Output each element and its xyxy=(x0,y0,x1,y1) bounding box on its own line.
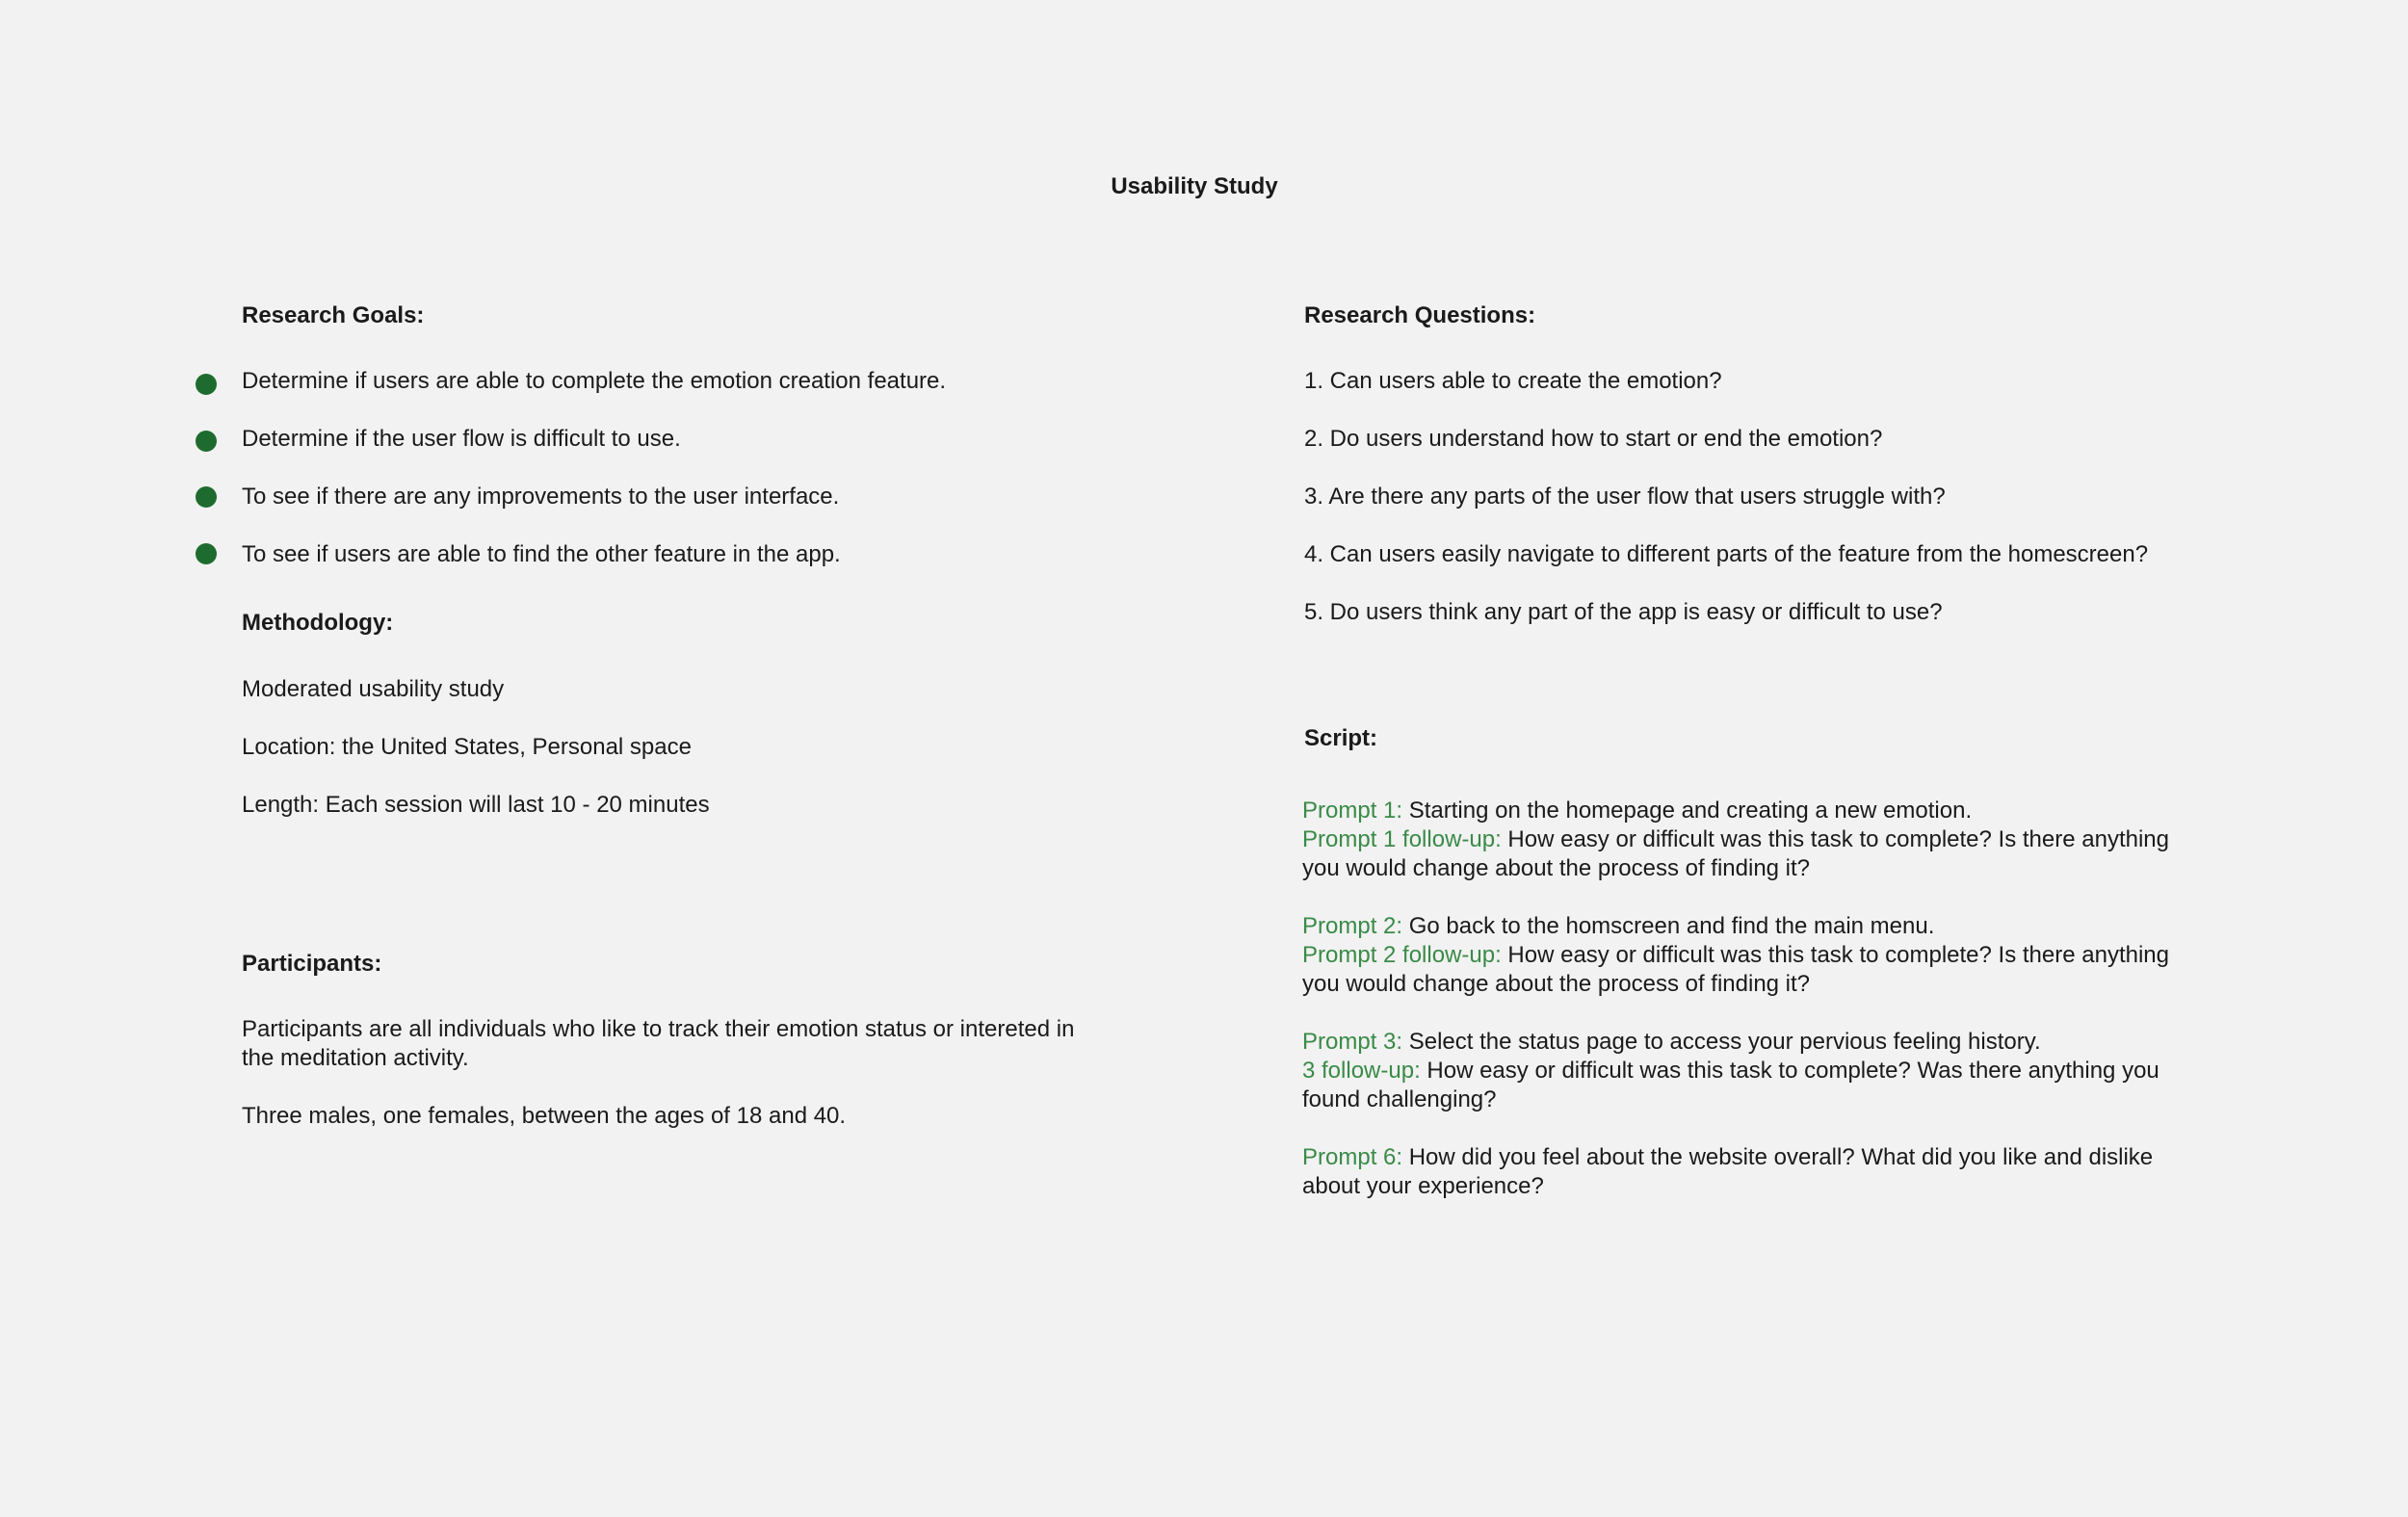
prompt-text: Starting on the homepage and creating a new emotion. xyxy=(1402,798,1973,824)
script-line xyxy=(1302,912,2198,941)
question-item: 1. Can users able to create the emotion? xyxy=(1304,368,1722,394)
question-item: 5. Do users think any part of the app is easy or difficult to use? xyxy=(1304,599,1943,625)
methodology-line: Moderated usability study xyxy=(242,676,505,702)
script-heading: Script: xyxy=(1304,725,1378,751)
prompt-text: How easy or difficult was this task to complete? Was there anything you found challenging? xyxy=(1302,1058,2159,1112)
script-line xyxy=(1302,825,2198,883)
script-line xyxy=(1302,1143,2198,1201)
script-line xyxy=(1302,941,2198,999)
goal-bullet-icon xyxy=(196,543,217,564)
script-block-3 xyxy=(1302,1028,2198,1114)
goal-item: To see if users are able to find the other feature in the app. xyxy=(242,541,841,567)
prompt-label: Prompt 2: xyxy=(1302,913,1403,939)
prompt-text: How easy or difficult was this task to complete? Is there anything you would change about the process of finding it? xyxy=(1302,942,2169,997)
prompt-label: Prompt 3: xyxy=(1302,1029,1403,1055)
script-line xyxy=(1302,797,2198,825)
participants-heading: Participants: xyxy=(242,951,382,977)
goal-bullet-icon xyxy=(196,374,217,395)
prompt-text: How easy or difficult was this task to complete? Is there anything you would change about the process of finding it? xyxy=(1302,826,2169,881)
question-item: 2. Do users understand how to start or end the emotion? xyxy=(1304,426,1883,452)
goal-item: Determine if users are able to complete the emotion creation feature. xyxy=(242,368,947,394)
research-questions-heading: Research Questions: xyxy=(1304,302,1536,328)
goal-item: To see if there are any improvements to the user interface. xyxy=(242,484,840,510)
research-goals-heading: Research Goals: xyxy=(242,302,425,328)
prompt-label: 3 follow-up: xyxy=(1302,1058,1421,1084)
script-block-4 xyxy=(1302,1143,2198,1201)
prompt-text: Select the status page to access your pervious feeling history. xyxy=(1402,1029,2041,1055)
prompt-text: Go back to the homscreen and find the main menu. xyxy=(1402,913,1935,939)
script-block-1 xyxy=(1302,797,2198,883)
script-line xyxy=(1302,1028,2198,1057)
question-item: 3. Are there any parts of the user flow that users struggle with? xyxy=(1304,484,1946,510)
goal-bullet-icon xyxy=(196,486,217,508)
prompt-label: Prompt 6: xyxy=(1302,1144,1403,1170)
page-title: Usability Study xyxy=(1111,173,1278,199)
question-item: 4. Can users easily navigate to different parts of the feature from the homescreen? xyxy=(1304,541,2149,567)
prompt-text: How did you feel about the website overall? What did you like and dislike about your experience? xyxy=(1302,1144,2154,1199)
prompt-label: Prompt 1 follow-up: xyxy=(1302,826,1502,852)
goal-item: Determine if the user flow is difficult to use. xyxy=(242,426,681,452)
goal-bullet-icon xyxy=(196,431,217,452)
script-line xyxy=(1302,1057,2198,1114)
prompt-label: Prompt 2 follow-up: xyxy=(1302,942,1502,968)
script-block-2 xyxy=(1302,912,2198,999)
participants-paragraph: Participants are all individuals who like to track their emotion status or intereted in the meditation activity. xyxy=(242,1016,1075,1071)
methodology-line: Length: Each session will last 10 - 20 minutes xyxy=(242,792,710,818)
participants-paragraph: Three males, one females, between the ages of 18 and 40. xyxy=(242,1103,847,1129)
methodology-heading: Methodology: xyxy=(242,610,394,636)
prompt-label: Prompt 1: xyxy=(1302,798,1403,824)
methodology-line: Location: the United States, Personal space xyxy=(242,734,692,760)
